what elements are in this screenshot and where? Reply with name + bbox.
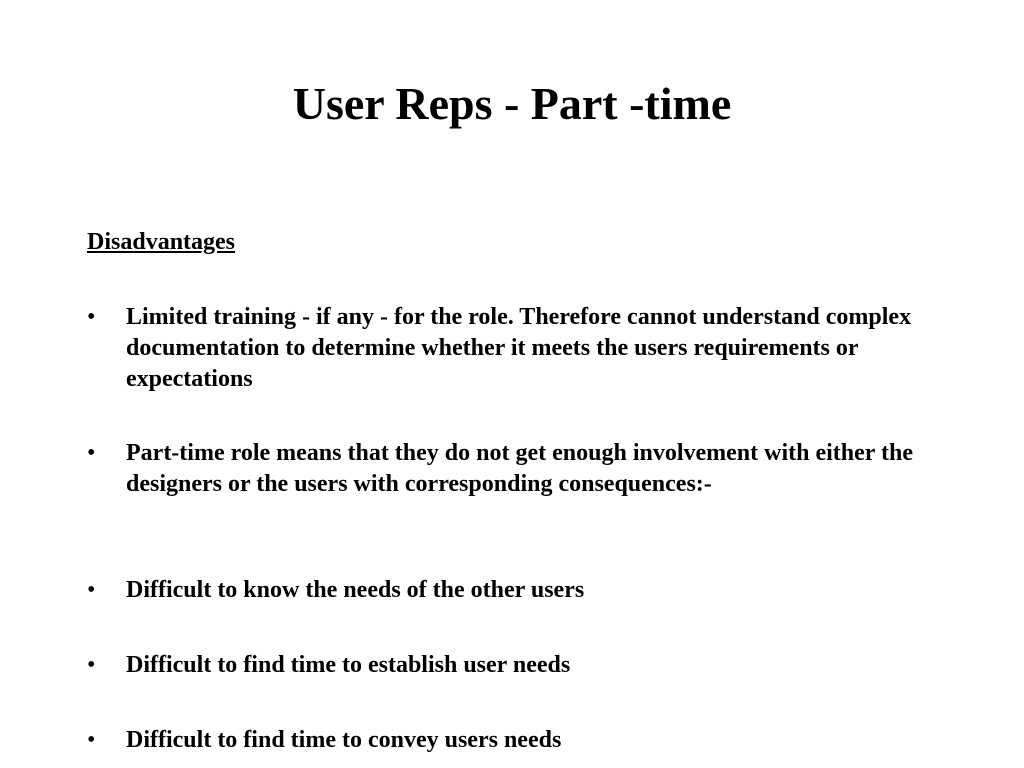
- bullet-item: [87, 650, 947, 681]
- bullet-text: Difficult to find time to convey users needs: [126, 727, 562, 753]
- bullet-text: Limited training - if any - for the role. Therefore cannot understand complex documentation to determine whether it meets the users requirements or expectations: [126, 304, 912, 392]
- bullet-icon: •: [87, 577, 96, 603]
- bullet-text: Part-time role means that they do not get enough involvement with either the designers or the users with corresponding consequences:-: [126, 440, 914, 497]
- bullet-text: Difficult to find time to establish user needs: [126, 652, 571, 678]
- bullet-item: [87, 302, 947, 395]
- bullet-icon: •: [87, 652, 96, 678]
- bullet-icon: •: [87, 304, 96, 330]
- bullet-text: Difficult to know the needs of the other users: [126, 577, 585, 603]
- bullet-icon: •: [87, 440, 96, 466]
- bullet-item: [87, 725, 947, 756]
- bullet-item: [87, 438, 947, 500]
- bullet-icon: •: [87, 727, 96, 753]
- bullet-item: [87, 575, 947, 606]
- slide-title: User Reps - Part -time: [292, 78, 732, 129]
- section-heading: Disadvantages: [87, 229, 236, 255]
